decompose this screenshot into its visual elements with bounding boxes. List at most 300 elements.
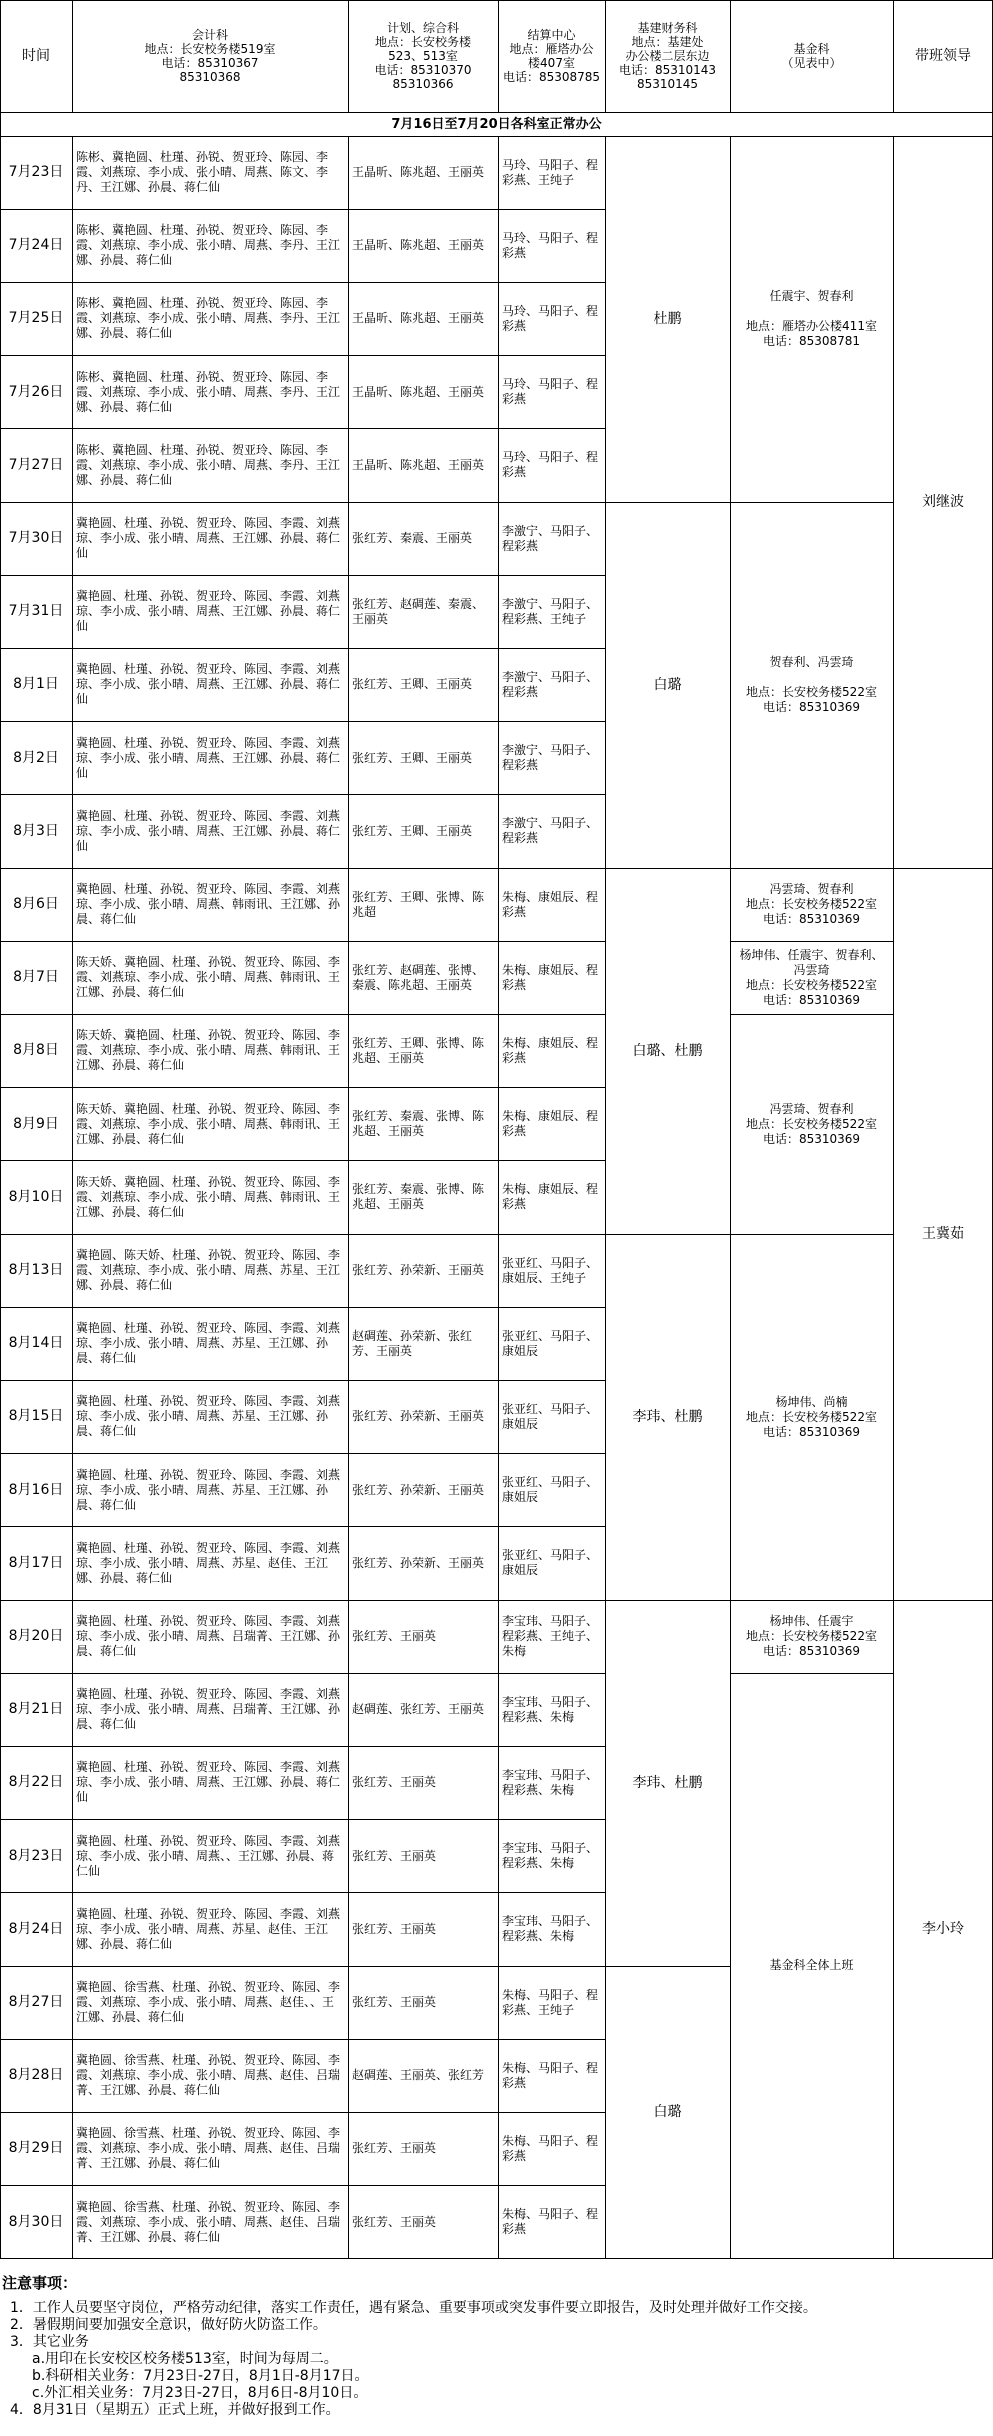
jijin-divider [730, 1014, 893, 1015]
note-item-1: 1．工作人员要坚守岗位，严格劳动纪律，落实工作责任，遇有紧急、重要事项或突发事件要立即报告，及时处理并做好工作交接。 [10, 2300, 817, 2316]
row-date [0, 1380, 72, 1453]
jijin-group-cell-text: 冯雲琦、贺春利 地点：长安校务楼522室 电话：85310369 [746, 1101, 877, 1146]
row-jiesuan [498, 1161, 605, 1234]
jijin-group-cell [730, 1600, 893, 1673]
row-jiesuan [498, 1673, 605, 1746]
row-kuaiji [72, 1088, 348, 1161]
row-kuaiji [72, 1454, 348, 1527]
jijian-group-cell [605, 136, 730, 502]
period-banner [0, 112, 993, 136]
row-jihua [348, 648, 498, 721]
jijin-group-cell-text: 冯雲琦、贺春利 地点：长安校务楼522室 电话：85310369 [746, 882, 877, 927]
row-jiesuan [498, 648, 605, 721]
row-jihua [348, 1820, 498, 1893]
row-jihua [348, 575, 498, 648]
row-jihua-text: 张红芳、王卿、张博、陈兆超、王丽英 [352, 1035, 485, 1065]
row-kuaiji-text: 冀艳圆、徐雪燕、杜瑾、孙锐、贺亚玲、陈园、李霞、刘燕琼、李小成、张小晴、周燕、赵佳、吕瑞菁、王江娜、孙晨、蒋仁仙 [76, 2199, 341, 2244]
row-date-text: 8月15日 [8, 1408, 64, 1425]
row-date [0, 1673, 72, 1746]
row-jihua-text: 张红芳、王卿、王丽英 [352, 823, 473, 838]
row-jiesuan [498, 1600, 605, 1673]
jijian-divider [605, 868, 730, 869]
row-date [0, 1014, 72, 1087]
jijin-divider [730, 1673, 893, 1674]
row-kuaiji [72, 1893, 348, 1966]
row-kuaiji [72, 136, 348, 209]
row-jihua [348, 1673, 498, 1746]
row-jihua-text: 张红芳、秦震、王丽英 [352, 531, 473, 546]
row-date-text: 8月13日 [8, 1262, 64, 1279]
leader-cell [893, 136, 993, 868]
table-side-border [0, 112, 1, 2259]
row-kuaiji-text: 陈天娇、冀艳圆、杜瑾、孙锐、贺亚玲、陈园、李霞、刘燕琼、李小成、张小晴、周燕、韩雨讯、王江娜、孙晨、蒋仁仙 [76, 1028, 341, 1073]
row-kuaiji-text: 冀艳圆、杜瑾、孙锐、贺亚玲、陈园、李霞、刘燕琼、李小成、张小晴、周燕、苏星、王江娜、孙晨、蒋仁仙 [76, 1467, 341, 1512]
row-kuaiji-text: 冀艳圆、徐雪燕、杜瑾、孙锐、贺亚玲、陈园、李霞、刘燕琼、李小成、张小晴、周燕、赵佳、吕瑞菁、王江娜、孙晨、蒋仁仙 [76, 2126, 341, 2171]
row-jiesuan-text: 张亚红、马阳子、康姐辰、王纯子 [502, 1255, 599, 1285]
row-date [0, 136, 72, 209]
jijian-group-cell [605, 1234, 730, 1600]
row-jihua-text: 赵碉莲、王丽英、张红芳 [352, 2068, 485, 2083]
note-item-3a: a.用印在长安校区校务楼513室，时间为每周二。 [32, 2351, 338, 2367]
row-kuaiji [72, 502, 348, 575]
row-jihua [348, 2112, 498, 2185]
row-jihua [348, 795, 498, 868]
header-column-divider [730, 0, 731, 112]
row-jiesuan [498, 1014, 605, 1087]
header-jiesuan-text: 结算中心 地点：雁塔办公 楼407室 电话：85308785 [502, 28, 601, 84]
row-divider [0, 1600, 605, 1601]
row-date-text: 8月1日 [13, 676, 59, 693]
row-kuaiji [72, 1966, 348, 2039]
row-divider [0, 1673, 605, 1674]
row-kuaiji-text: 冀艳圆、杜瑾、孙锐、贺亚玲、陈园、李霞、刘燕琼、李小成、张小晴、周燕、王江娜、孙晨、蒋仁仙 [76, 516, 341, 561]
row-kuaiji-text: 陈彬、冀艳圆、杜瑾、孙锐、贺亚玲、陈园、李霞、刘燕琼、李小成、张小晴、周燕、李丹、王江娜、孙晨、蒋仁仙 [76, 223, 341, 268]
row-date-text: 8月23日 [8, 1847, 64, 1864]
row-kuaiji-text: 冀艳圆、杜瑾、孙锐、贺亚玲、陈园、李霞、刘燕琼、李小成、张小晴、周燕、苏星、王江娜、孙晨、蒋仁仙 [76, 1394, 341, 1439]
header-column-divider [72, 0, 73, 112]
row-jihua [348, 136, 498, 209]
row-jiesuan-text: 李激宁、马阳子、程彩燕 [502, 816, 599, 846]
row-divider [0, 1966, 605, 1967]
row-divider [0, 1160, 605, 1161]
row-date [0, 2186, 72, 2259]
banner-bottom-border [0, 136, 993, 137]
row-kuaiji [72, 1014, 348, 1087]
leader-cell-text: 王冀茹 [922, 1225, 964, 1242]
row-jiesuan-text: 马玲、马阳子、程彩燕 [502, 303, 599, 333]
row-jiesuan [498, 1527, 605, 1600]
row-divider [0, 1307, 605, 1308]
jijin-divider [730, 1234, 893, 1235]
row-date-text: 8月27日 [8, 1994, 64, 2011]
row-kuaiji [72, 1380, 348, 1453]
row-kuaiji [72, 648, 348, 721]
row-jihua [348, 209, 498, 282]
row-date [0, 795, 72, 868]
jijin-group-cell [730, 941, 893, 1014]
row-date [0, 209, 72, 282]
row-jiesuan-text: 张亚红、马阳子、康姐辰 [502, 1328, 599, 1358]
row-jihua [348, 1966, 498, 2039]
row-jiesuan [498, 2186, 605, 2259]
table-top-border [0, 0, 993, 1]
row-kuaiji-text: 冀艳圆、杜瑾、孙锐、贺亚玲、陈园、李霞、刘燕琼、李小成、张小晴、周燕、吕瑞菁、王江娜、孙晨、蒋仁仙 [76, 1614, 341, 1659]
row-date-text: 8月3日 [13, 822, 59, 839]
header-jiesuan [498, 0, 605, 112]
row-jiesuan-text: 李激宁、马阳子、程彩燕 [502, 669, 599, 699]
note-item-3c: c.外汇相关业务：7月23日-27日，8月6日-8月10日。 [32, 2385, 368, 2401]
row-kuaiji [72, 868, 348, 941]
jijin-group-cell-text: 杨坤伟、任震宇 地点：长安校务楼522室 电话：85310369 [746, 1614, 877, 1659]
jijian-divider [605, 1234, 730, 1235]
row-kuaiji [72, 1307, 348, 1380]
row-jihua-text: 王晶昕、陈兆超、王丽英 [352, 384, 485, 399]
jijin-divider [730, 941, 893, 942]
jijin-group-cell [730, 502, 893, 868]
row-divider [0, 1087, 605, 1088]
jijian-divider [605, 502, 730, 503]
jijin-group-cell [730, 1673, 893, 2259]
row-jihua-text: 王晶昕、陈兆超、王丽英 [352, 165, 485, 180]
row-jiesuan [498, 795, 605, 868]
jijin-group-cell [730, 1014, 893, 1234]
row-jiesuan-text: 张亚红、马阳子、康姐辰 [502, 1548, 599, 1578]
row-jihua-text: 张红芳、王丽英 [352, 1995, 437, 2010]
row-jiesuan-text: 张亚红、马阳子、康姐辰 [502, 1401, 599, 1431]
column-divider [893, 136, 894, 2259]
jijian-group-cell-text: 白璐 [653, 676, 682, 693]
jijin-group-cell [730, 136, 893, 502]
row-divider [0, 2185, 605, 2186]
row-kuaiji-text: 冀艳圆、杜瑾、孙锐、贺亚玲、陈园、李霞、刘燕琼、李小成、张小晴、周燕、、王江娜、孙晨、蒋仁仙 [76, 1833, 341, 1878]
row-jiesuan-text: 李宝玮、马阳子、程彩燕、王纯子、朱梅 [502, 1614, 599, 1659]
row-date-text: 8月24日 [8, 1920, 64, 1937]
row-jiesuan-text: 朱梅、康姐辰、程彩燕 [502, 1109, 599, 1139]
jijian-group-cell-text: 杜鹏 [653, 310, 682, 327]
row-jiesuan [498, 1820, 605, 1893]
row-jiesuan-text: 马玲、马阳子、程彩燕、王纯子 [502, 157, 599, 187]
header-jijinke [730, 0, 893, 112]
row-date-text: 8月28日 [8, 2067, 64, 2084]
row-jihua-text: 张红芳、孙荣新、王丽英 [352, 1482, 485, 1497]
row-jihua [348, 1234, 498, 1307]
row-kuaiji [72, 575, 348, 648]
column-divider [730, 136, 731, 2259]
row-jihua [348, 282, 498, 355]
row-jiesuan-text: 朱梅、马阳子、程彩燕 [502, 2060, 599, 2090]
row-date [0, 722, 72, 795]
row-date [0, 2039, 72, 2112]
row-jiesuan [498, 2112, 605, 2185]
row-date [0, 1527, 72, 1600]
row-jiesuan [498, 1454, 605, 1527]
row-kuaiji [72, 795, 348, 868]
row-jiesuan-text: 李宝玮、马阳子、程彩燕、朱梅 [502, 1694, 599, 1724]
row-divider [0, 1819, 605, 1820]
column-divider [72, 136, 73, 2259]
jijin-group-cell-text: 杨坤伟、尚楠 地点：长安校务楼522室 电话：85310369 [746, 1394, 877, 1439]
row-jiesuan-text: 马玲、马阳子、程彩燕 [502, 450, 599, 480]
row-divider [0, 1014, 605, 1015]
row-kuaiji [72, 429, 348, 502]
jijian-group-cell [605, 1966, 730, 2259]
row-jihua [348, 1600, 498, 1673]
row-kuaiji-text: 冀艳圆、杜瑾、孙锐、贺亚玲、陈园、李霞、刘燕琼、李小成、张小晴、周燕、王江娜、孙晨、蒋仁仙 [76, 808, 341, 853]
row-jihua-text: 王晶昕、陈兆超、王丽英 [352, 311, 485, 326]
header-bottom-border [0, 112, 993, 113]
row-jiesuan [498, 429, 605, 502]
header-kuaiji [72, 0, 348, 112]
header-column-divider [348, 0, 349, 112]
header-jijian-text: 基建财务科 地点：基建处 办公楼二层东边 电话：85310143 85310145 [618, 21, 717, 91]
row-jihua-text: 张红芳、王卿、王丽英 [352, 677, 473, 692]
row-divider [0, 355, 605, 356]
row-jihua [348, 429, 498, 502]
row-jiesuan-text: 朱梅、马阳子、程彩燕、王纯子 [502, 1987, 599, 2017]
row-jihua-text: 王晶昕、陈兆超、王丽英 [352, 457, 485, 472]
row-kuaiji-text: 陈天娇、冀艳圆、杜瑾、孙锐、贺亚玲、陈园、李霞、刘燕琼、李小成、张小晴、周燕、韩雨讯、王江娜、孙晨、蒋仁仙 [76, 1174, 341, 1219]
jijin-group-cell-text: 基金科全体上班 [769, 1958, 854, 1973]
row-jiesuan-text: 朱梅、马阳子、程彩燕 [502, 2207, 599, 2237]
jijin-group-cell [730, 1234, 893, 1600]
row-kuaiji-text: 冀艳圆、杜瑾、孙锐、贺亚玲、陈园、李霞、刘燕琼、李小成、张小晴、周燕、苏星、赵佳、王江娜、孙晨、蒋仁仙 [76, 1906, 341, 1951]
row-date [0, 1161, 72, 1234]
row-date [0, 1893, 72, 1966]
row-jiesuan-text: 朱梅、康姐辰、程彩燕 [502, 1182, 599, 1212]
jijin-divider [730, 1600, 893, 1601]
row-date [0, 1746, 72, 1819]
row-kuaiji [72, 722, 348, 795]
row-jihua [348, 502, 498, 575]
row-jihua [348, 1893, 498, 1966]
jijian-group-cell-text: 李玮、杜鹏 [632, 1408, 703, 1425]
row-jihua-text: 张红芳、孙荣新、王丽英 [352, 1263, 485, 1278]
header-kuaiji-text: 会计科 地点：长安校务楼519室 电话：85310367 85310368 [144, 28, 276, 84]
row-kuaiji [72, 2039, 348, 2112]
leader-cell-text: 刘继波 [922, 493, 964, 510]
row-jihua-text: 张红芳、王卿、王丽英 [352, 750, 473, 765]
column-divider [348, 136, 349, 2259]
row-date-text: 8月17日 [8, 1554, 64, 1571]
row-kuaiji-text: 冀艳圆、杜瑾、孙锐、贺亚玲、陈园、李霞、刘燕琼、李小成、张小晴、周燕、苏星、赵佳、王江娜、孙晨、蒋仁仙 [76, 1540, 341, 1585]
leader-cell [893, 1600, 993, 2259]
jijian-group-cell [605, 1600, 730, 1966]
row-jihua [348, 868, 498, 941]
row-date [0, 1088, 72, 1161]
leader-cell-text: 李小玲 [922, 1920, 964, 1937]
row-jihua [348, 1088, 498, 1161]
row-kuaiji [72, 1234, 348, 1307]
row-jihua-text: 张红芳、王丽英 [352, 1629, 437, 1644]
row-divider [0, 2112, 605, 2113]
row-jiesuan-text: 朱梅、马阳子、程彩燕 [502, 2133, 599, 2163]
row-date-text: 8月7日 [13, 969, 59, 986]
row-date [0, 429, 72, 502]
row-divider [0, 941, 605, 942]
row-divider [0, 868, 605, 869]
jijin-group-cell [730, 868, 893, 941]
row-divider [0, 1526, 605, 1527]
row-jihua [348, 1746, 498, 1819]
row-jihua-text: 张红芳、王卿、张博、陈兆超 [352, 889, 485, 919]
row-jiesuan-text: 李激宁、马阳子、程彩燕 [502, 523, 599, 553]
header-jihua [348, 0, 498, 112]
row-jihua [348, 1380, 498, 1453]
row-date-text: 8月20日 [8, 1628, 64, 1645]
row-divider [0, 2039, 605, 2040]
row-jihua-text: 王晶昕、陈兆超、王丽英 [352, 238, 485, 253]
row-jiesuan [498, 1746, 605, 1819]
row-date-text: 8月6日 [13, 896, 59, 913]
row-jihua-text: 张红芳、王丽英 [352, 1775, 437, 1790]
row-divider [0, 428, 605, 429]
row-jiesuan-text: 朱梅、康姐辰、程彩燕 [502, 962, 599, 992]
row-jihua-text: 张红芳、赵碉莲、秦震、王丽英 [352, 596, 485, 626]
row-date-text: 8月14日 [8, 1335, 64, 1352]
row-kuaiji [72, 941, 348, 1014]
row-divider [0, 502, 605, 503]
row-kuaiji [72, 1527, 348, 1600]
row-jiesuan [498, 282, 605, 355]
row-divider [0, 1892, 605, 1893]
row-jiesuan-text: 朱梅、康姐辰、程彩燕 [502, 889, 599, 919]
jijin-group-cell-text: 任震宇、贺春利 地点：雁塔办公楼411室 电话：85308781 [746, 289, 877, 348]
row-jiesuan-text: 张亚红、马阳子、康姐辰 [502, 1475, 599, 1505]
row-jihua-text: 张红芳、王丽英 [352, 2214, 437, 2229]
header-leader-text: 带班领导 [915, 48, 971, 64]
row-kuaiji-text: 冀艳圆、杜瑾、孙锐、贺亚玲、陈园、李霞、刘燕琼、李小成、张小晴、周燕、苏星、王江娜、孙晨、蒋仁仙 [76, 1321, 341, 1366]
row-date [0, 502, 72, 575]
row-date [0, 941, 72, 1014]
row-kuaiji-text: 陈彬、冀艳圆、杜瑾、孙锐、贺亚玲、陈园、李霞、刘燕琼、李小成、张小晴、周燕、李丹、王江娜、孙晨、蒋仁仙 [76, 369, 341, 414]
jijian-group-cell-text: 白璐 [653, 2103, 682, 2120]
note-item-4: 4．8月31日（星期五）正式上班，并做好报到工作。 [10, 2402, 340, 2418]
row-jiesuan [498, 356, 605, 429]
row-kuaiji-text: 冀艳圆、杜瑾、孙锐、贺亚玲、陈园、李霞、刘燕琼、李小成、张小晴、周燕、王江娜、孙晨、蒋仁仙 [76, 735, 341, 780]
row-kuaiji [72, 282, 348, 355]
row-divider [0, 648, 605, 649]
row-date [0, 1820, 72, 1893]
row-jiesuan [498, 1307, 605, 1380]
header-jijian [605, 0, 730, 112]
note-item-2: 2．暑假期间要加强安全意识，做好防火防盗工作。 [10, 2317, 327, 2333]
jijin-group-cell-text: 杨坤伟、任震宇、贺春利、冯雲琦 地点：长安校务楼522室 电话：85310369 [739, 947, 884, 1007]
row-kuaiji-text: 冀艳圆、徐雪燕、杜瑾、孙锐、贺亚玲、陈园、李霞、刘燕琼、李小成、张小晴、周燕、赵佳、、王江娜、孙晨、蒋仁仙 [76, 1980, 341, 2025]
row-kuaiji-text: 冀艳圆、徐雪燕、杜瑾、孙锐、贺亚玲、陈园、李霞、刘燕琼、李小成、张小晴、周燕、赵佳、吕瑞菁、王江娜、孙晨、蒋仁仙 [76, 2053, 341, 2098]
row-jiesuan [498, 1234, 605, 1307]
jijian-divider [605, 2258, 730, 2259]
notes-title: 注意事项： [2, 2274, 78, 2292]
row-date-text: 7月31日 [8, 603, 64, 620]
row-jiesuan-text: 朱梅、康姐辰、程彩燕 [502, 1035, 599, 1065]
row-jiesuan [498, 136, 605, 209]
row-jihua-text: 赵碉莲、孙荣新、张红芳、王丽英 [352, 1328, 473, 1358]
row-date-text: 8月2日 [13, 749, 59, 766]
jijian-divider [605, 1600, 730, 1601]
row-jiesuan [498, 941, 605, 1014]
row-kuaiji-text: 陈天娇、冀艳圆、杜瑾、孙锐、贺亚玲、陈园、李霞、刘燕琼、李小成、张小晴、周燕、韩雨讯、王江娜、孙晨、蒋仁仙 [76, 955, 341, 1000]
row-kuaiji [72, 209, 348, 282]
row-jiesuan [498, 1088, 605, 1161]
row-kuaiji [72, 1600, 348, 1673]
row-divider [0, 2258, 605, 2259]
row-kuaiji-text: 冀艳圆、杜瑾、孙锐、贺亚玲、陈园、李霞、刘燕琼、李小成、张小晴、周燕、王江娜、孙晨、蒋仁仙 [76, 589, 341, 634]
row-date-text: 7月25日 [8, 310, 64, 327]
row-kuaiji [72, 1746, 348, 1819]
row-kuaiji-text: 冀艳圆、杜瑾、孙锐、贺亚玲、陈园、李霞、刘燕琼、李小成、张小晴、周燕、王江娜、孙晨、蒋仁仙 [76, 662, 341, 707]
row-jihua [348, 356, 498, 429]
row-jiesuan [498, 722, 605, 795]
row-jihua [348, 722, 498, 795]
row-date [0, 356, 72, 429]
header-column-divider [0, 0, 1, 112]
row-date [0, 868, 72, 941]
row-divider [0, 1234, 605, 1235]
row-kuaiji [72, 1673, 348, 1746]
row-jihua-text: 张红芳、赵碉莲、张博、秦震、陈兆超、王丽英 [352, 962, 485, 992]
row-divider [0, 282, 605, 283]
row-kuaiji-text: 陈天娇、冀艳圆、杜瑾、孙锐、贺亚玲、陈园、李霞、刘燕琼、李小成、张小晴、周燕、韩雨讯、王江娜、孙晨、蒋仁仙 [76, 1101, 341, 1146]
row-jihua [348, 2039, 498, 2112]
row-date [0, 2112, 72, 2185]
row-jihua-text: 张红芳、秦震、张博、陈兆超、王丽英 [352, 1109, 485, 1139]
row-divider [0, 575, 605, 576]
row-date-text: 8月29日 [8, 2140, 64, 2157]
jijin-divider [730, 2258, 893, 2259]
jijin-divider [730, 868, 893, 869]
row-kuaiji [72, 1161, 348, 1234]
jijian-group-cell [605, 868, 730, 1234]
row-jihua [348, 2186, 498, 2259]
jijian-group-cell-text: 李玮、杜鹏 [632, 1774, 703, 1791]
row-jiesuan [498, 868, 605, 941]
row-jiesuan-text: 马玲、马阳子、程彩燕 [502, 230, 599, 260]
jijin-divider [730, 502, 893, 503]
row-kuaiji-text: 陈彬、冀艳圆、杜瑾、孙锐、贺亚玲、陈园、李霞、刘燕琼、李小成、张小晴、周燕、李丹、王江娜、孙晨、蒋仁仙 [76, 442, 341, 487]
header-column-divider [893, 0, 894, 112]
row-jiesuan-text: 李激宁、马阳子、程彩燕、王纯子 [502, 596, 599, 626]
jijian-divider [605, 1966, 730, 1967]
row-date [0, 1966, 72, 2039]
header-time [0, 0, 72, 112]
row-jihua [348, 1307, 498, 1380]
row-jihua [348, 941, 498, 1014]
row-jiesuan [498, 1893, 605, 1966]
row-kuaiji-text: 陈彬、冀艳圆、杜瑾、孙锐、贺亚玲、陈园、李霞、刘燕琼、李小成、张小晴、周燕、李丹、王江娜、孙晨、蒋仁仙 [76, 296, 341, 341]
row-date [0, 575, 72, 648]
row-kuaiji-text: 陈彬、冀艳圆、杜瑾、孙锐、贺亚玲、陈园、李霞、刘燕琼、李小成、张小晴、周燕、陈文、李丹、王江娜、孙晨、蒋仁仙 [76, 150, 329, 195]
row-jiesuan [498, 1966, 605, 2039]
jijian-group-cell-text: 白璐、杜鹏 [632, 1042, 703, 1059]
row-date-text: 8月10日 [8, 1188, 64, 1205]
row-date-text: 7月24日 [8, 237, 64, 254]
row-kuaiji [72, 1820, 348, 1893]
row-jihua-text: 张红芳、孙荣新、王丽英 [352, 1555, 485, 1570]
row-date-text: 7月23日 [8, 164, 64, 181]
row-divider [0, 721, 605, 722]
row-date [0, 1234, 72, 1307]
row-date-text: 8月8日 [13, 1042, 59, 1059]
row-jihua-text: 张红芳、秦震、张博、陈兆超、王丽英 [352, 1182, 485, 1212]
row-date-text: 7月27日 [8, 456, 64, 473]
header-time-text: 时间 [22, 48, 50, 64]
row-date-text: 7月30日 [8, 530, 64, 547]
leader-divider [893, 868, 993, 869]
row-jiesuan [498, 502, 605, 575]
row-jiesuan [498, 209, 605, 282]
row-jiesuan-text: 李激宁、马阳子、程彩燕 [502, 743, 599, 773]
row-date [0, 282, 72, 355]
